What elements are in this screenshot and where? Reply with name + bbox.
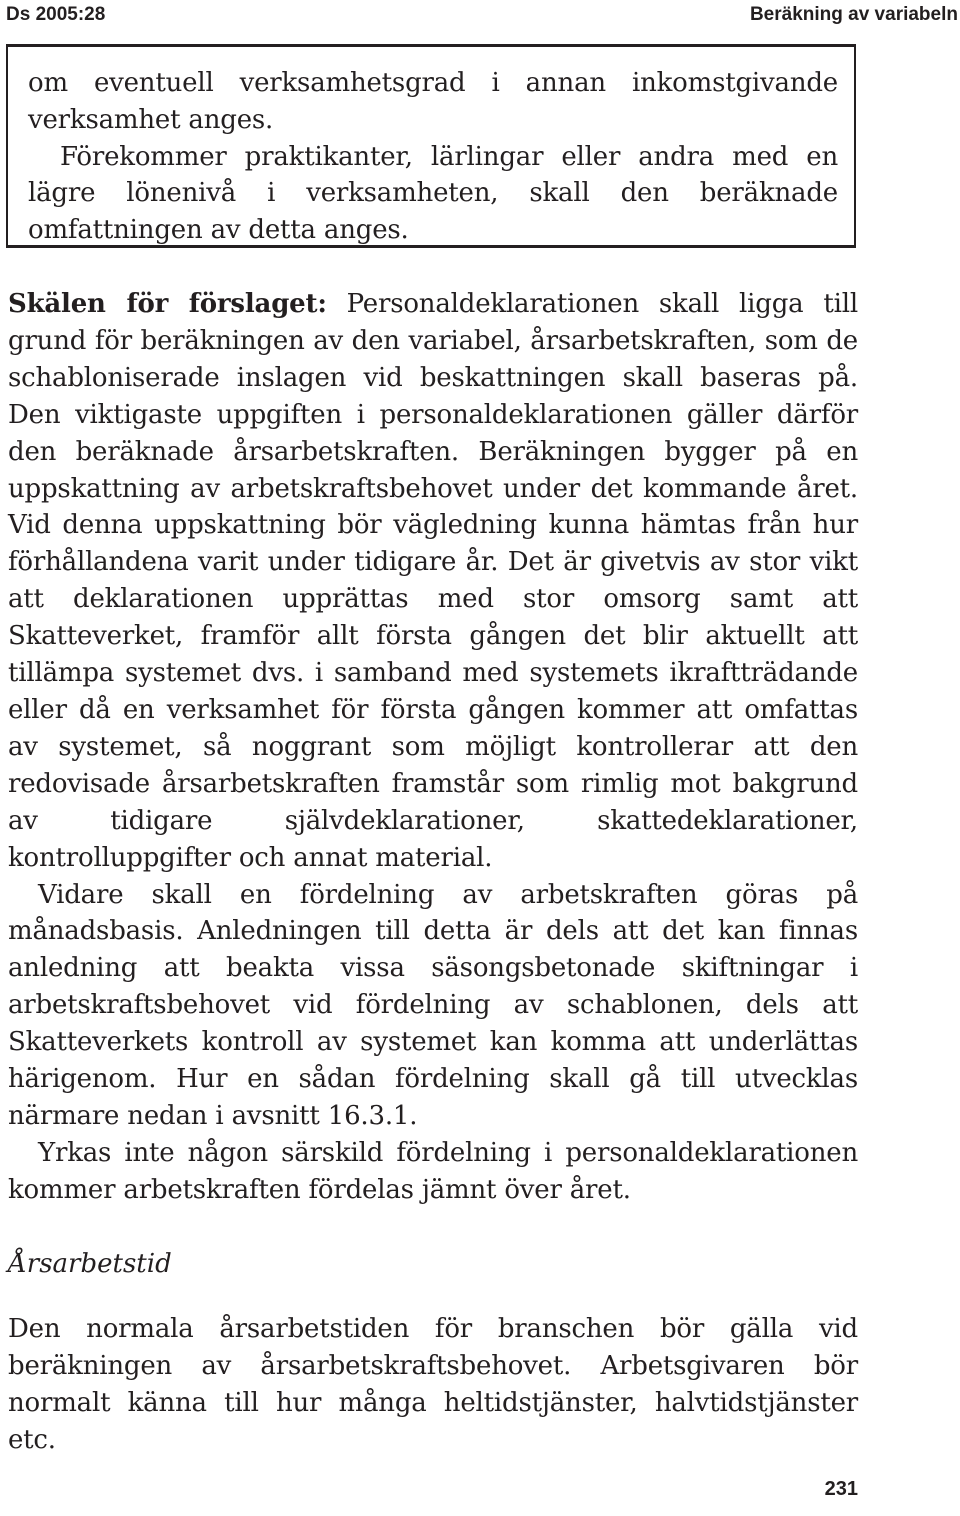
section-paragraph: Den normala årsarbetstiden för branschen bör gälla vid beräkningen av årsarbetskraftsbehovet. Arbetsgivaren bör normalt känna till hur många heltidstjänster, halvtidstjänster etc.	[8, 1314, 858, 1455]
page-number: 231	[824, 1478, 858, 1500]
page-header	[0, 0, 960, 44]
main-text	[8, 286, 858, 1209]
reasoning-text: Personaldeklarationen skall ligga till grund för beräkningen av den variabel, årsarbetskraften, som de schabloniserade inslagen vid beskattningen skall baseras på. Den viktigaste uppgiften i personaldeklarationen gäller därför den beräknade årsarbetskraften. Beräkningen bygger på en uppskattning av arbetskraftsbehovet under det kommande året. Vid denna uppskattning bör vägledning kunna hämtas från hur förhållandena varit under tidigare år. Det är givetvis av stor vikt att deklarationen upprättas med stor omsorg samt att Skatteverket, framför allt första gången det blir aktuellt att tillämpa systemet dvs. i samband med systemets ikraftträdande eller då en verksamhet för första gången kommer att omfattas av systemet, så noggrant som möjligt kontrollerar att den redovisade årsarbetskraften framstår som rimlig mot bakgrund av tidigare självdeklarationer, skattedeklarationer, kontrolluppgifter och annat material.	[8, 289, 858, 873]
lead-label: Skälen för förslaget:	[8, 289, 327, 319]
section-text	[8, 1311, 858, 1459]
body-paragraph: Vidare skall en fördelning av arbetskraften göras på månadsbasis. Anledningen till detta är dels att det kan finnas anledning att beakta vissa säsongsbetonade skiftningar i arbetskraftsbehovet vid fördelning av schablonen, dels att Skatteverkets kontroll av systemet kan komma att underlättas härigenom. Hur en sådan fördelning skall gå till utvecklas närmare nedan i avsnitt 16.3.1.	[8, 879, 858, 1131]
boxed-proposal-text	[6, 44, 856, 248]
body-paragraph: Yrkas inte någon särskild fördelning i personaldeklarationen kommer arbetskraften fördelas jämnt över året.	[8, 1137, 858, 1205]
section-heading: Årsarbetstid	[8, 1249, 172, 1279]
reasoning-paragraph	[8, 286, 858, 877]
chapter-title: Beräkning av variabeln	[749, 4, 958, 25]
box-paragraph: Förekommer praktikanter, lärlingar eller andra med en lägre lönenivå i verksamheten, skall den beräknade omfattningen av detta anges.	[28, 141, 838, 246]
box-paragraph: om eventuell verksamhetsgrad i annan inkomstgivande verksamhet anges.	[28, 68, 838, 135]
document-id: Ds 2005:28	[6, 4, 106, 25]
boxed-text-body	[28, 65, 838, 249]
